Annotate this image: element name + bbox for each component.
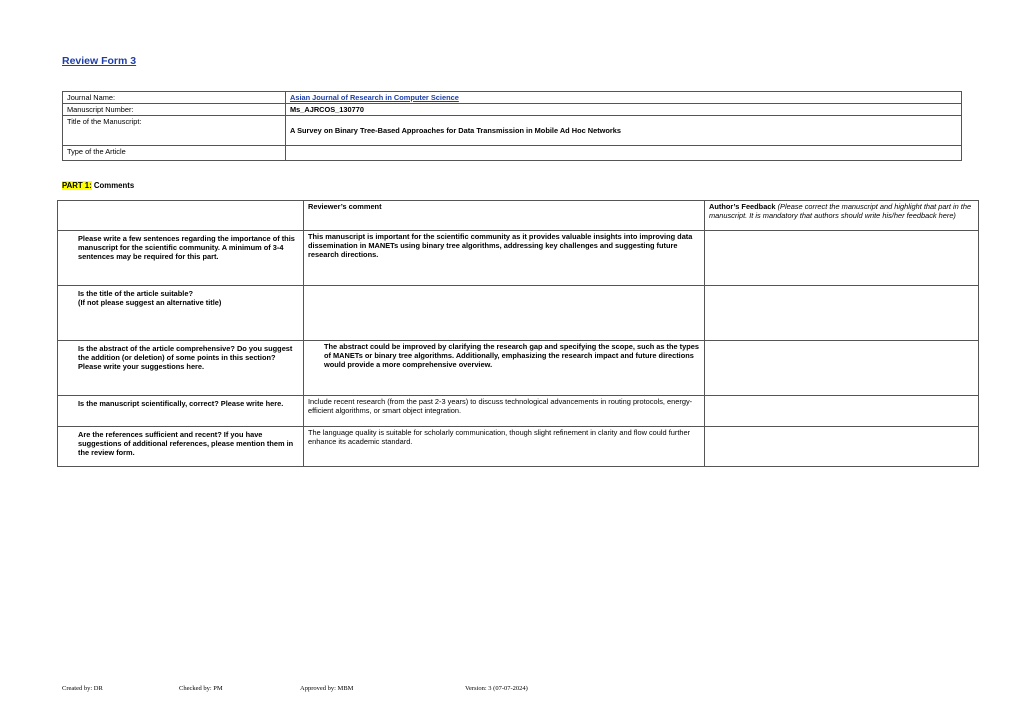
- header-empty-cell: [58, 201, 304, 231]
- journal-name-row: [63, 92, 962, 104]
- manuscript-info-table: [62, 91, 962, 161]
- journal-name-label: Journal Name:: [63, 92, 286, 104]
- article-type-label: Type of the Article: [63, 146, 286, 161]
- comment-row: [58, 341, 979, 396]
- article-type-row: [63, 146, 962, 161]
- reviewer-comment-cell[interactable]: The language quality is suitable for scholarly communication, though slight refinement in clarity and flow could further enhance its academic standard.: [304, 427, 705, 467]
- author-feedback-cell[interactable]: [705, 286, 979, 341]
- question-cell: Is the manuscript scientifically, correct? Please write here.: [58, 396, 304, 427]
- question-cell: Is the title of the article suitable? (If not please suggest an alternative title): [58, 286, 304, 341]
- author-feedback-cell[interactable]: [705, 427, 979, 467]
- question-cell: Are the references sufficient and recent? If you have suggestions of additional references, please mention them in the review form.: [58, 427, 304, 467]
- comments-header-row: [58, 201, 979, 231]
- reviewer-comment-cell[interactable]: [304, 286, 705, 341]
- part-1-title: Comments: [91, 181, 135, 190]
- part-1-heading: [62, 181, 134, 190]
- comments-table: [57, 200, 979, 467]
- manuscript-number-label: Manuscript Number:: [63, 104, 286, 116]
- comment-row: [58, 396, 979, 427]
- manuscript-title-row: [63, 116, 962, 146]
- author-feedback-cell[interactable]: [705, 231, 979, 286]
- comment-row: [58, 231, 979, 286]
- journal-name-link[interactable]: Asian Journal of Research in Computer Science: [290, 93, 459, 102]
- reviewer-comment-cell[interactable]: Include recent research (from the past 2-3 years) to discuss technological advancements in routing protocols, energy-efficient algorithms, or smart object integration.: [304, 396, 705, 427]
- footer-version: Version: 3 (07-07-2024): [465, 685, 528, 692]
- author-feedback-header-note: (Please correct the manuscript and highlight that part in the manuscript. It is mandatory that authors should write his/her feedback here): [709, 202, 972, 220]
- comment-row: [58, 286, 979, 341]
- author-feedback-cell[interactable]: [705, 396, 979, 427]
- footer-created-by: Created by: DR: [62, 685, 103, 692]
- form-title: Review Form 3: [62, 55, 137, 67]
- manuscript-number-row: [63, 104, 962, 116]
- part-1-label: PART 1:: [62, 181, 92, 190]
- author-feedback-header: [705, 201, 979, 231]
- question-cell: Is the abstract of the article comprehensive? Do you suggest the addition (or deletion) of some points in this section? Please write your suggestions here.: [58, 341, 304, 396]
- question-cell: Please write a few sentences regarding the importance of this manuscript for the scientific community. A minimum of 3-4 sentences may be required for this part.: [58, 231, 304, 286]
- manuscript-title-value: A Survey on Binary Tree-Based Approaches for Data Transmission in Mobile Ad Hoc Networks: [286, 116, 962, 146]
- manuscript-title-label: Title of the Manuscript:: [63, 116, 286, 146]
- reviewer-comment-cell[interactable]: The abstract could be improved by clarifying the research gap and specifying the scope, such as the types of MANETs or binary tree algorithms. Additionally, emphasizing the research impact and future directions would provide a more comprehensive overview.: [304, 341, 705, 396]
- comment-row: [58, 427, 979, 467]
- author-feedback-cell[interactable]: [705, 341, 979, 396]
- reviewer-comment-cell[interactable]: This manuscript is important for the scientific community as it provides valuable insights into improving data dissemination in MANETs using binary tree algorithms, addressing key challenges and suggesting future research directions.: [304, 231, 705, 286]
- footer-checked-by: Checked by: PM: [179, 685, 223, 692]
- author-feedback-header-bold: Author’s Feedback: [709, 202, 776, 211]
- manuscript-number-value: Ms_AJRCOS_130770: [286, 104, 962, 116]
- reviewer-comment-header: Reviewer’s comment: [304, 201, 705, 231]
- article-type-value[interactable]: [286, 146, 962, 161]
- footer-approved-by: Approved by: MBM: [300, 685, 354, 692]
